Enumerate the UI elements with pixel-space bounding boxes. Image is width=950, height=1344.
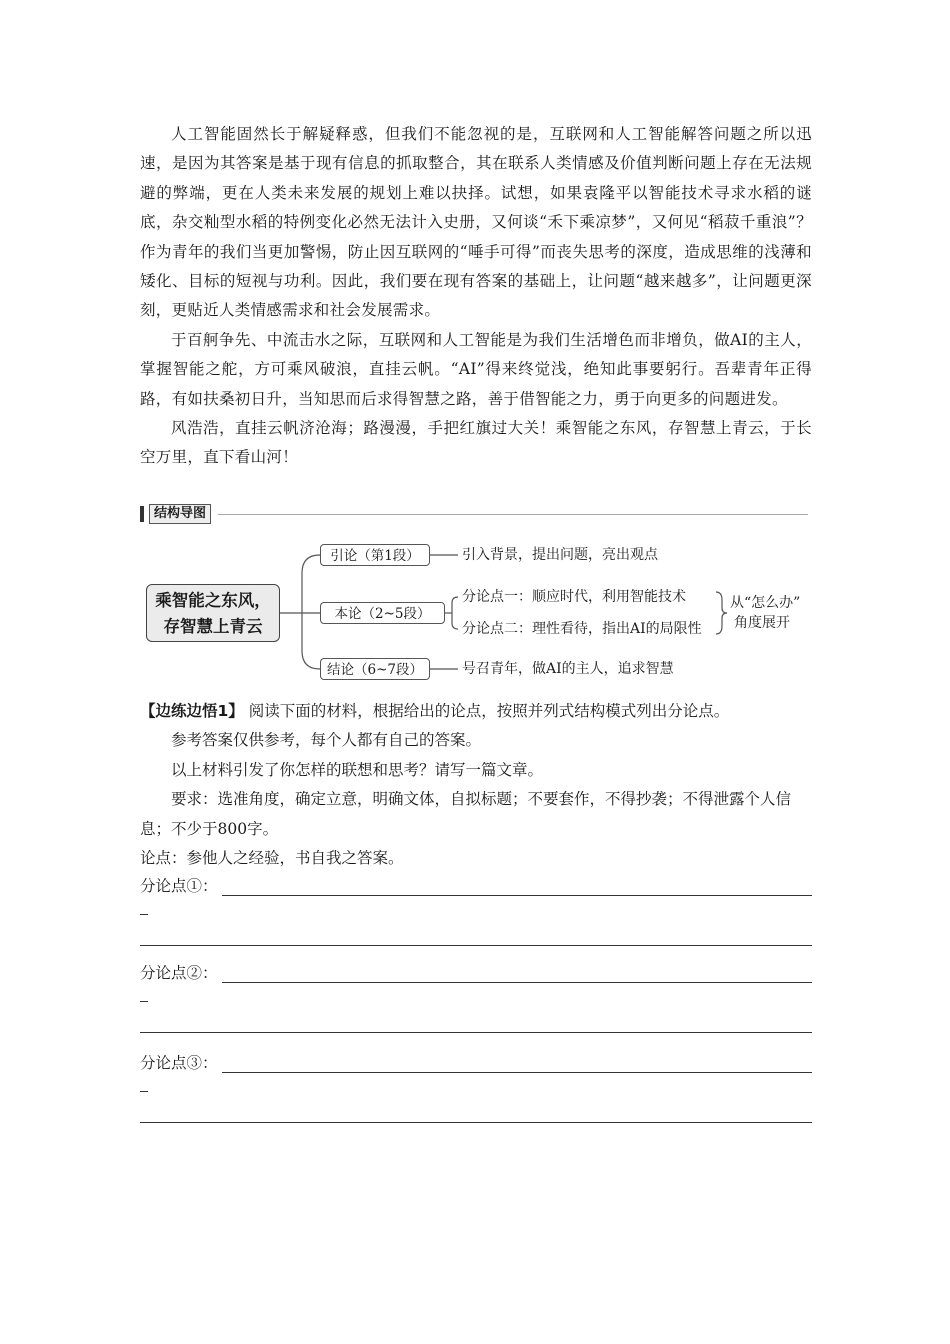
fill-label-3: 分论点③： <box>140 1054 218 1072</box>
paragraph-1: 人工智能固然长于解疑释惑，但我们不能忽视的是，互联网和人工智能解答问题之所以迅速，是因为其答案是基于现有信息的抓取整合，其在联系人类情感及价值判断问题上存在无法规避的弊端，更在人类未来发展的规划上难以抉择。试想，如果袁隆平以智能技术寻求水稻的谜底，杂交籼型水稻的特例变化必然无法计入史册，又何谈“禾下乘凉梦”，又何见“稻菽千重浪”？作为青年的我们当更加警惕，防止因互联网的“唾手可得”而丧失思考的深度，造成思维的浅薄和矮化、目标的短视与功利。因此，我们要在现有答案的基础上，让问题“越来越多”，让问题更深刻，更贴近人类情感需求和社会发展需求。 <box>140 125 812 320</box>
answer-dash-3 <box>140 1091 148 1092</box>
paragraph-2: 于百舸争先、中流击水之际，互联网和人工智能是为我们生活增色而非增负，做AI的主人，掌握智能之舵，方可乘风破浪，直挂云帆。“AI”得来终觉浅，绝知此事要躬行。吾辈青年正得路，有如扶桑初日升，当知思而后求得智慧之路，善于借智能之力，勇于向更多的问题进发。 <box>140 330 812 408</box>
fill-label-1: 分论点①： <box>140 877 218 895</box>
answer-line-2a[interactable] <box>222 982 812 983</box>
main-node-line2: 存智慧上青云 <box>163 617 263 636</box>
exercise-requirements: 要求：选准角度，确定立意，明确文体，自拟标题；不要套作，不得抄袭；不得泄露个人信息；不少于800字。 <box>140 790 792 838</box>
exercise-block <box>140 697 812 873</box>
fill-in-point-1 <box>140 874 812 954</box>
fill-label-2: 分论点②： <box>140 964 218 982</box>
section-title: 结构导图 <box>149 504 211 524</box>
fill-in-point-2 <box>140 961 812 1041</box>
answer-dash-2 <box>140 1001 148 1002</box>
answer-dash-1 <box>140 914 148 915</box>
exercise-tag: 【边练边悟1】 <box>140 702 244 720</box>
exercise-prompt: 阅读下面的材料，根据给出的论点，按照并列式结构模式列出分论点。 <box>248 702 730 720</box>
structure-mindmap <box>140 530 812 690</box>
fill-in-point-3 <box>140 1051 812 1131</box>
answer-line-1a[interactable] <box>222 895 812 896</box>
answer-line-3b[interactable] <box>140 1122 812 1123</box>
exercise-prompt-line <box>140 697 812 726</box>
intro-description: 引入背景，提出问题，亮出观点 <box>462 547 658 563</box>
answer-line-3a[interactable] <box>222 1072 812 1073</box>
body-node: 本论（2~5段） <box>320 602 445 624</box>
exercise-thesis: 论点：参他人之经验，书自我之答案。 <box>140 849 404 868</box>
section-marker <box>140 506 144 522</box>
section-header <box>140 504 808 524</box>
sub-point-2: 分论点二：理性看待，指出AI的局限性 <box>462 621 702 637</box>
mindmap-main-node <box>146 584 280 642</box>
body-note-line1: 从“怎么办” <box>730 595 801 611</box>
exercise-question: 以上材料引发了你怎样的联想和思考？请写一篇文章。 <box>171 760 544 779</box>
intro-node: 引论（第1段） <box>320 544 430 566</box>
answer-line-1b[interactable] <box>140 945 812 946</box>
article-body <box>140 120 812 473</box>
exercise-note: 参考答案仅供参考，每个人都有自己的答案。 <box>171 731 482 750</box>
answer-line-2b[interactable] <box>140 1032 812 1033</box>
sub-point-1: 分论点一：顺应时代，利用智能技术 <box>462 589 686 605</box>
section-divider <box>218 514 808 515</box>
paragraph-3: 风浩浩，直挂云帆济沧海；路漫漫，手把红旗过大关！乘智能之东风，存智慧上青云，于长空万里，直下看山河！ <box>140 419 812 467</box>
conclusion-description: 号召青年，做AI的主人，追求智慧 <box>462 661 674 677</box>
main-node-line1: 乘智能之东风， <box>155 591 271 610</box>
conclusion-node: 结论（6~7段） <box>320 658 430 680</box>
body-note-line2: 角度展开 <box>734 615 790 631</box>
